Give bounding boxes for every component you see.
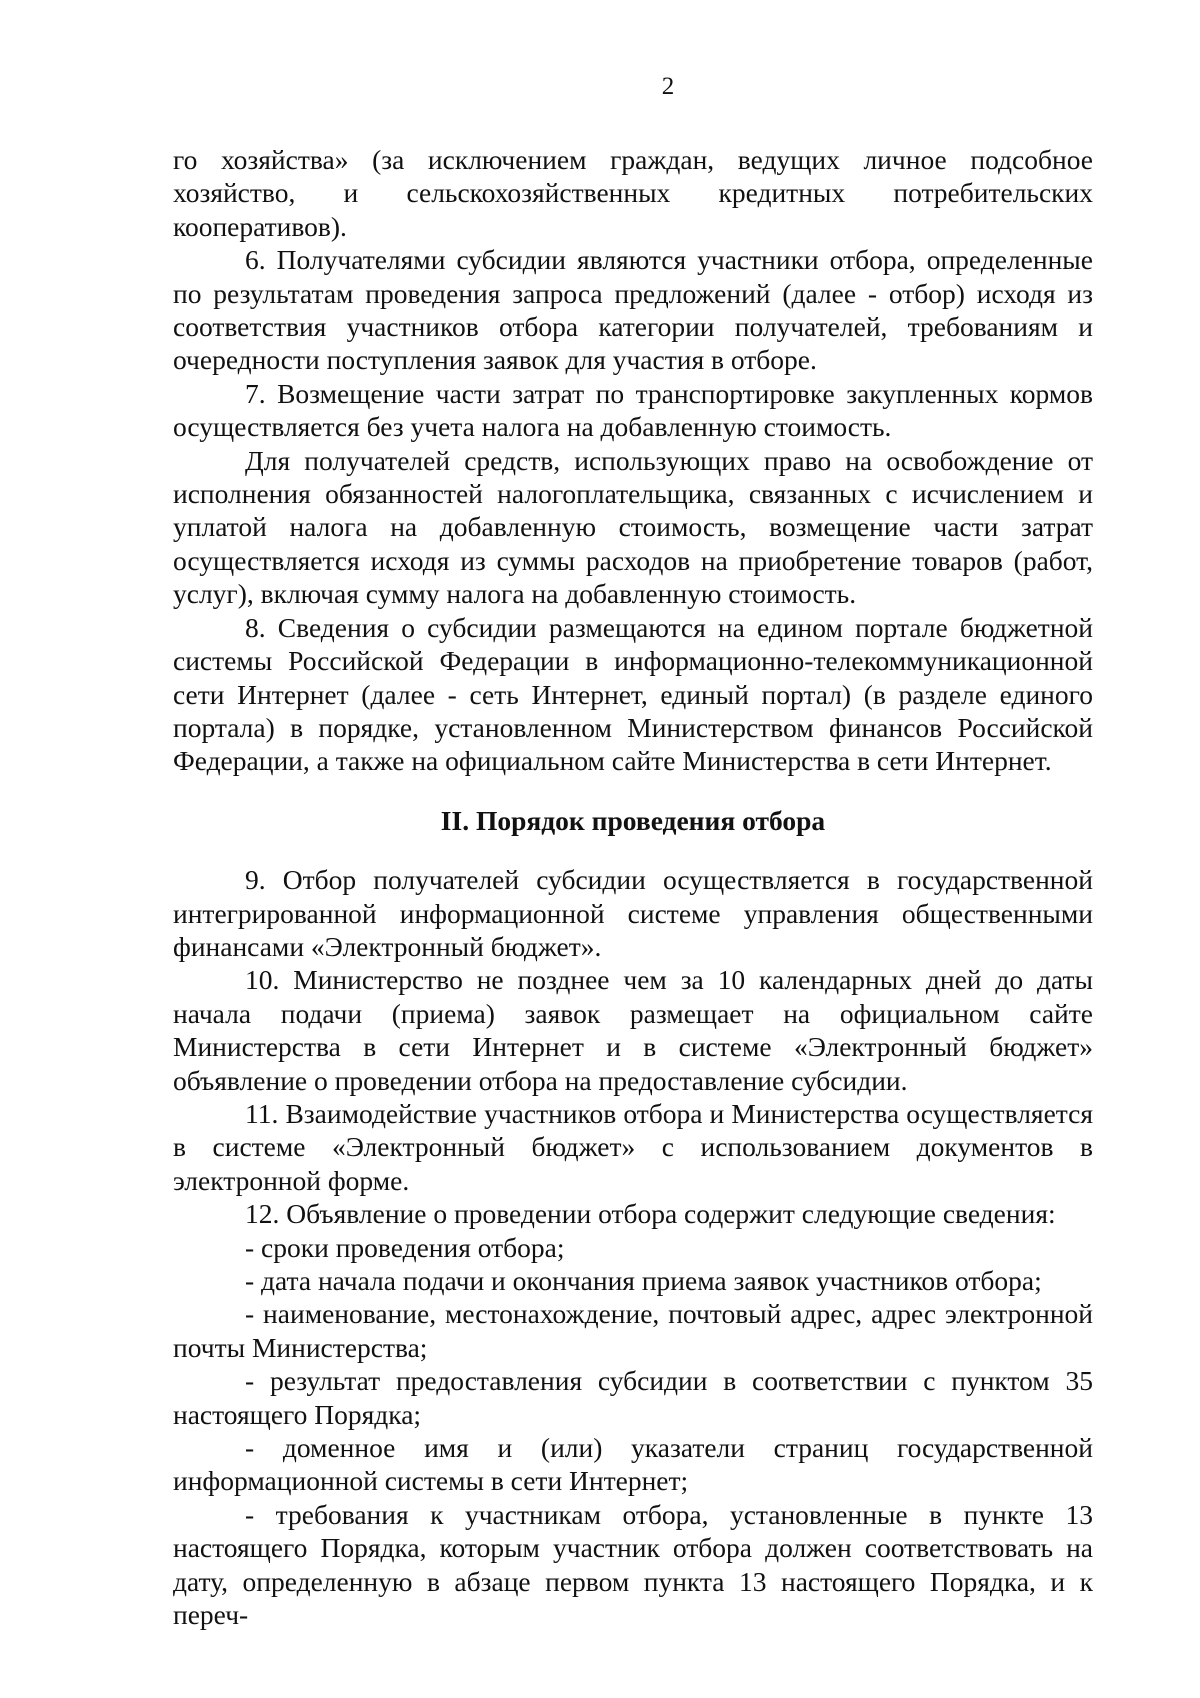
list-item-deadlines: - сроки проведения отбора; bbox=[245, 1231, 565, 1263]
list-item-result: - результат предоставления субсидии в соответствии с пунктом 35 настоящего Порядка; bbox=[173, 1365, 1093, 1430]
list-item-domain: - доменное имя и (или) указатели страниц государственной информационной системы в сети Интернет; bbox=[173, 1432, 1093, 1497]
section-heading: II. Порядок проведения отбора bbox=[440, 804, 826, 836]
list-item-contacts: - наименование, местонахождение, почтовый адрес, адрес электронной почты Министерства; bbox=[173, 1298, 1093, 1363]
document-body bbox=[173, 143, 1093, 1631]
page-number: 2 bbox=[661, 73, 675, 100]
paragraph-item-7: 7. Возмещение части затрат по транспортировке закупленных кормов осуществляется без учета налога на добавленную стоимость. bbox=[173, 377, 1093, 443]
list-item-requirements: - требования к участникам отбора, установленные в пункте 13 настоящего Порядка, которым участник отбора должен соответствовать на дату, определенную в абзаце первом пункта 13 настоящего Порядка, и к переч- bbox=[173, 1498, 1093, 1631]
paragraph-item-8: 8. Сведения о субсидии размещаются на едином портале бюджетной системы Российской Федерации в информационно-телекоммуникационной сети Интернет (далее - сеть Интернет, единый портал) (в разделе единого портала) в порядке, установленном Министерством финансов Российской Федерации, а также на официальном сайте Министерства в сети Интернет. bbox=[173, 611, 1093, 777]
paragraph-continuation: го хозяйства» (за исключением граждан, ведущих личное подсобное хозяйство, и сельскохозяйственных кредитных потребительских кооперативов). bbox=[173, 144, 1093, 242]
paragraph-vat-exemption: Для получателей средств, использующих право на освобождение от исполнения обязанностей налогоплательщика, связанных с исчислением и уплатой налога на добавленную стоимость, возмещение части затрат осуществляется исходя из суммы расходов на приобретение товаров (работ, услуг), включая сумму налога на добавленную стоимость. bbox=[173, 444, 1093, 610]
paragraph-item-9: 9. Отбор получателей субсидии осуществляется в государственной интегрированной информационной системе управления общественными финансами «Электронный бюджет». bbox=[173, 864, 1093, 962]
paragraph-item-11: 11. Взаимодействие участников отбора и Министерства осуществляется в системе «Электронный бюджет» с использованием документов в электронной форме. bbox=[173, 1097, 1093, 1196]
paragraph-item-10: 10. Министерство не позднее чем за 10 календарных дней до даты начала подачи (приема) заявок размещает на официальном сайте Министерства в сети Интернет и в системе «Электронный бюджет» объявление о проведении отбора на предоставление субсидии. bbox=[173, 964, 1093, 1096]
paragraph-item-12: 12. Объявление о проведении отбора содержит следующие сведения: bbox=[245, 1198, 1056, 1230]
paragraph-item-6: 6. Получателями субсидии являются участники отбора, определенные по результатам проведения запроса предложений (далее - отбор) исходя из соответствия участников отбора категории получателей, требованиям и очередности поступления заявок для участия в отборе. bbox=[173, 244, 1093, 376]
list-item-dates: - дата начала подачи и окончания приема заявок участников отбора; bbox=[245, 1265, 1042, 1296]
